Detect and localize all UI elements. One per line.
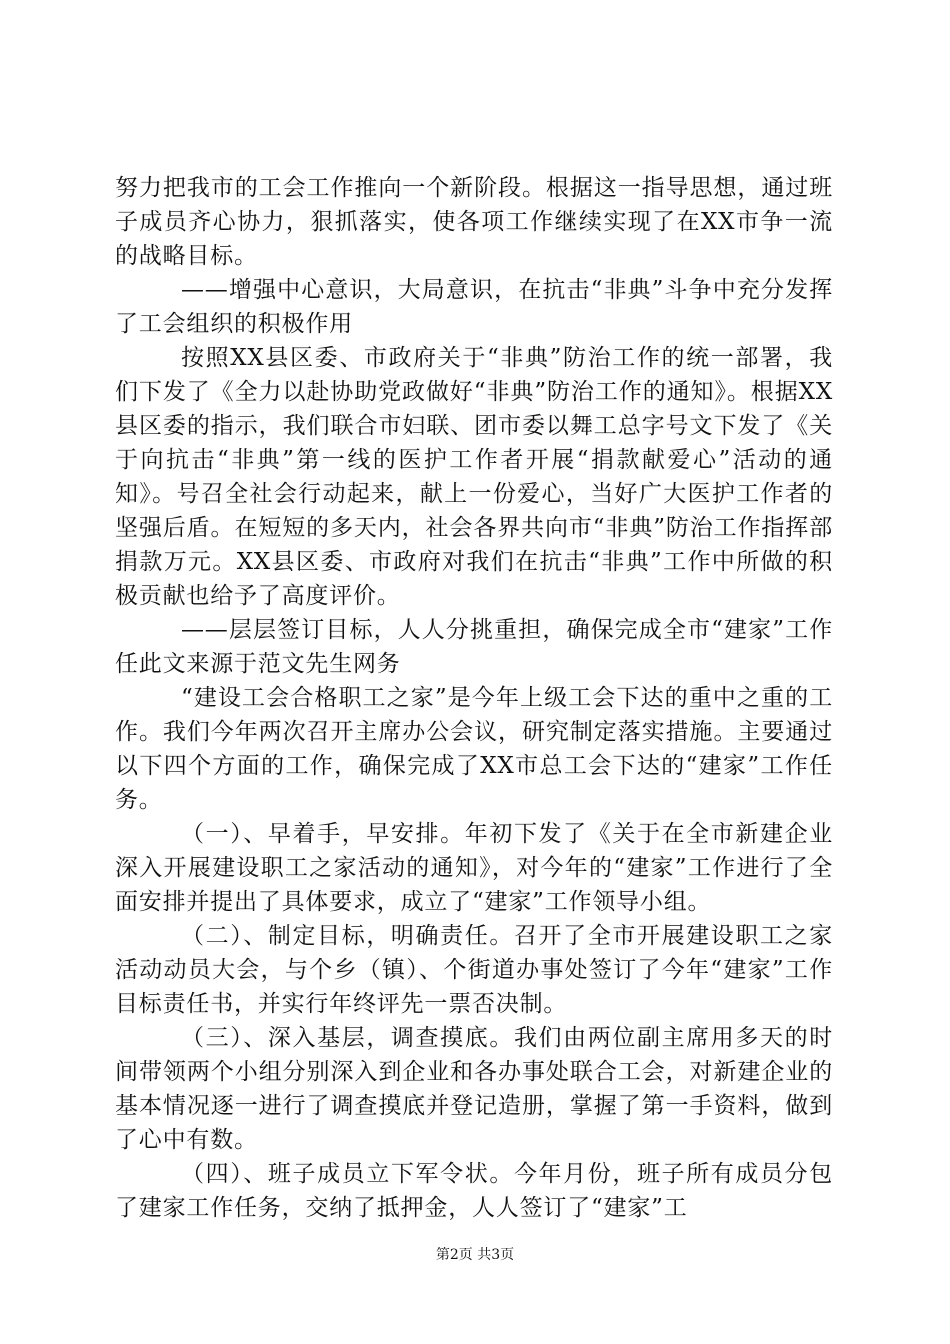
paragraph-item-three: （三）、深入基层，调查摸底。我们由两位副主席用多天的时间带领两个小组分别深入到企业和各办事处联合工会，对新建企业的基本情况逐一进行了调查摸底并登记造册，掌握了第一手资料，做到了心中有数。: [115, 1025, 833, 1153]
paragraph-item-one: （一）、早着手，早安排。年初下发了《关于在全市新建企业深入开展建设职工之家活动的通知》，对今年的“建家”工作进行了全面安排并提出了具体要求，成立了“建家”工作领导小组。: [115, 821, 833, 915]
paragraph-continuation: 努力把我市的工会工作推向一个新阶段。根据这一指导思想，通过班子成员齐心协力，狠抓落实，使各项工作继续实现了在XX市争一流的战略目标。: [115, 175, 833, 269]
page-number-footer: 第2页 共3页: [435, 1247, 515, 1263]
section-heading-targets: ——层层签订目标，人人分挑重担，确保完成全市“建家”工作任此文来源于范文先生网务: [115, 617, 833, 677]
paragraph-workers-home: “建设工会合格职工之家”是今年上级工会下达的重中之重的工作。我们今年两次召开主席办公会议，研究制定落实措施。主要通过以下四个方面的工作，确保完成了XX市总工会下达的“建家”工作任务。: [115, 685, 833, 813]
document-body: [115, 171, 833, 1225]
paragraph-item-two: （二）、制定目标，明确责任。召开了全市开展建设职工之家活动动员大会，与个乡（镇）、个街道办事处签订了今年“建家”工作目标责任书，并实行年终评先一票否决制。: [115, 923, 833, 1017]
paragraph-item-four: （四）、班子成员立下军令状。今年月份，班子所有成员分包了建家工作任务，交纳了抵押金，人人签订了“建家”工: [115, 1161, 833, 1221]
paragraph-anti-sars-work: 按照XX县区委、市政府关于“非典”防治工作的统一部署，我们下发了《全力以赴协助党政做好“非典”防治工作的通知》。根据XX县区委的指示，我们联合市妇联、团市委以舞工总字号文下发了《关于向抗击“非典”第一线的医护工作者开展“捐款献爱心”活动的通知》。号召全社会行动起来，献上一份爱心，当好广大医护工作者的坚强后盾。在短短的多天内，社会各界共向市“非典”防治工作指挥部捐款万元。XX县区委、市政府对我们在抗击“非典”工作中所做的积极贡献也给予了高度评价。: [115, 345, 833, 609]
section-heading-anti-sars: ——增强中心意识，大局意识，在抗击“非典”斗争中充分发挥了工会组织的积极作用: [115, 277, 833, 337]
